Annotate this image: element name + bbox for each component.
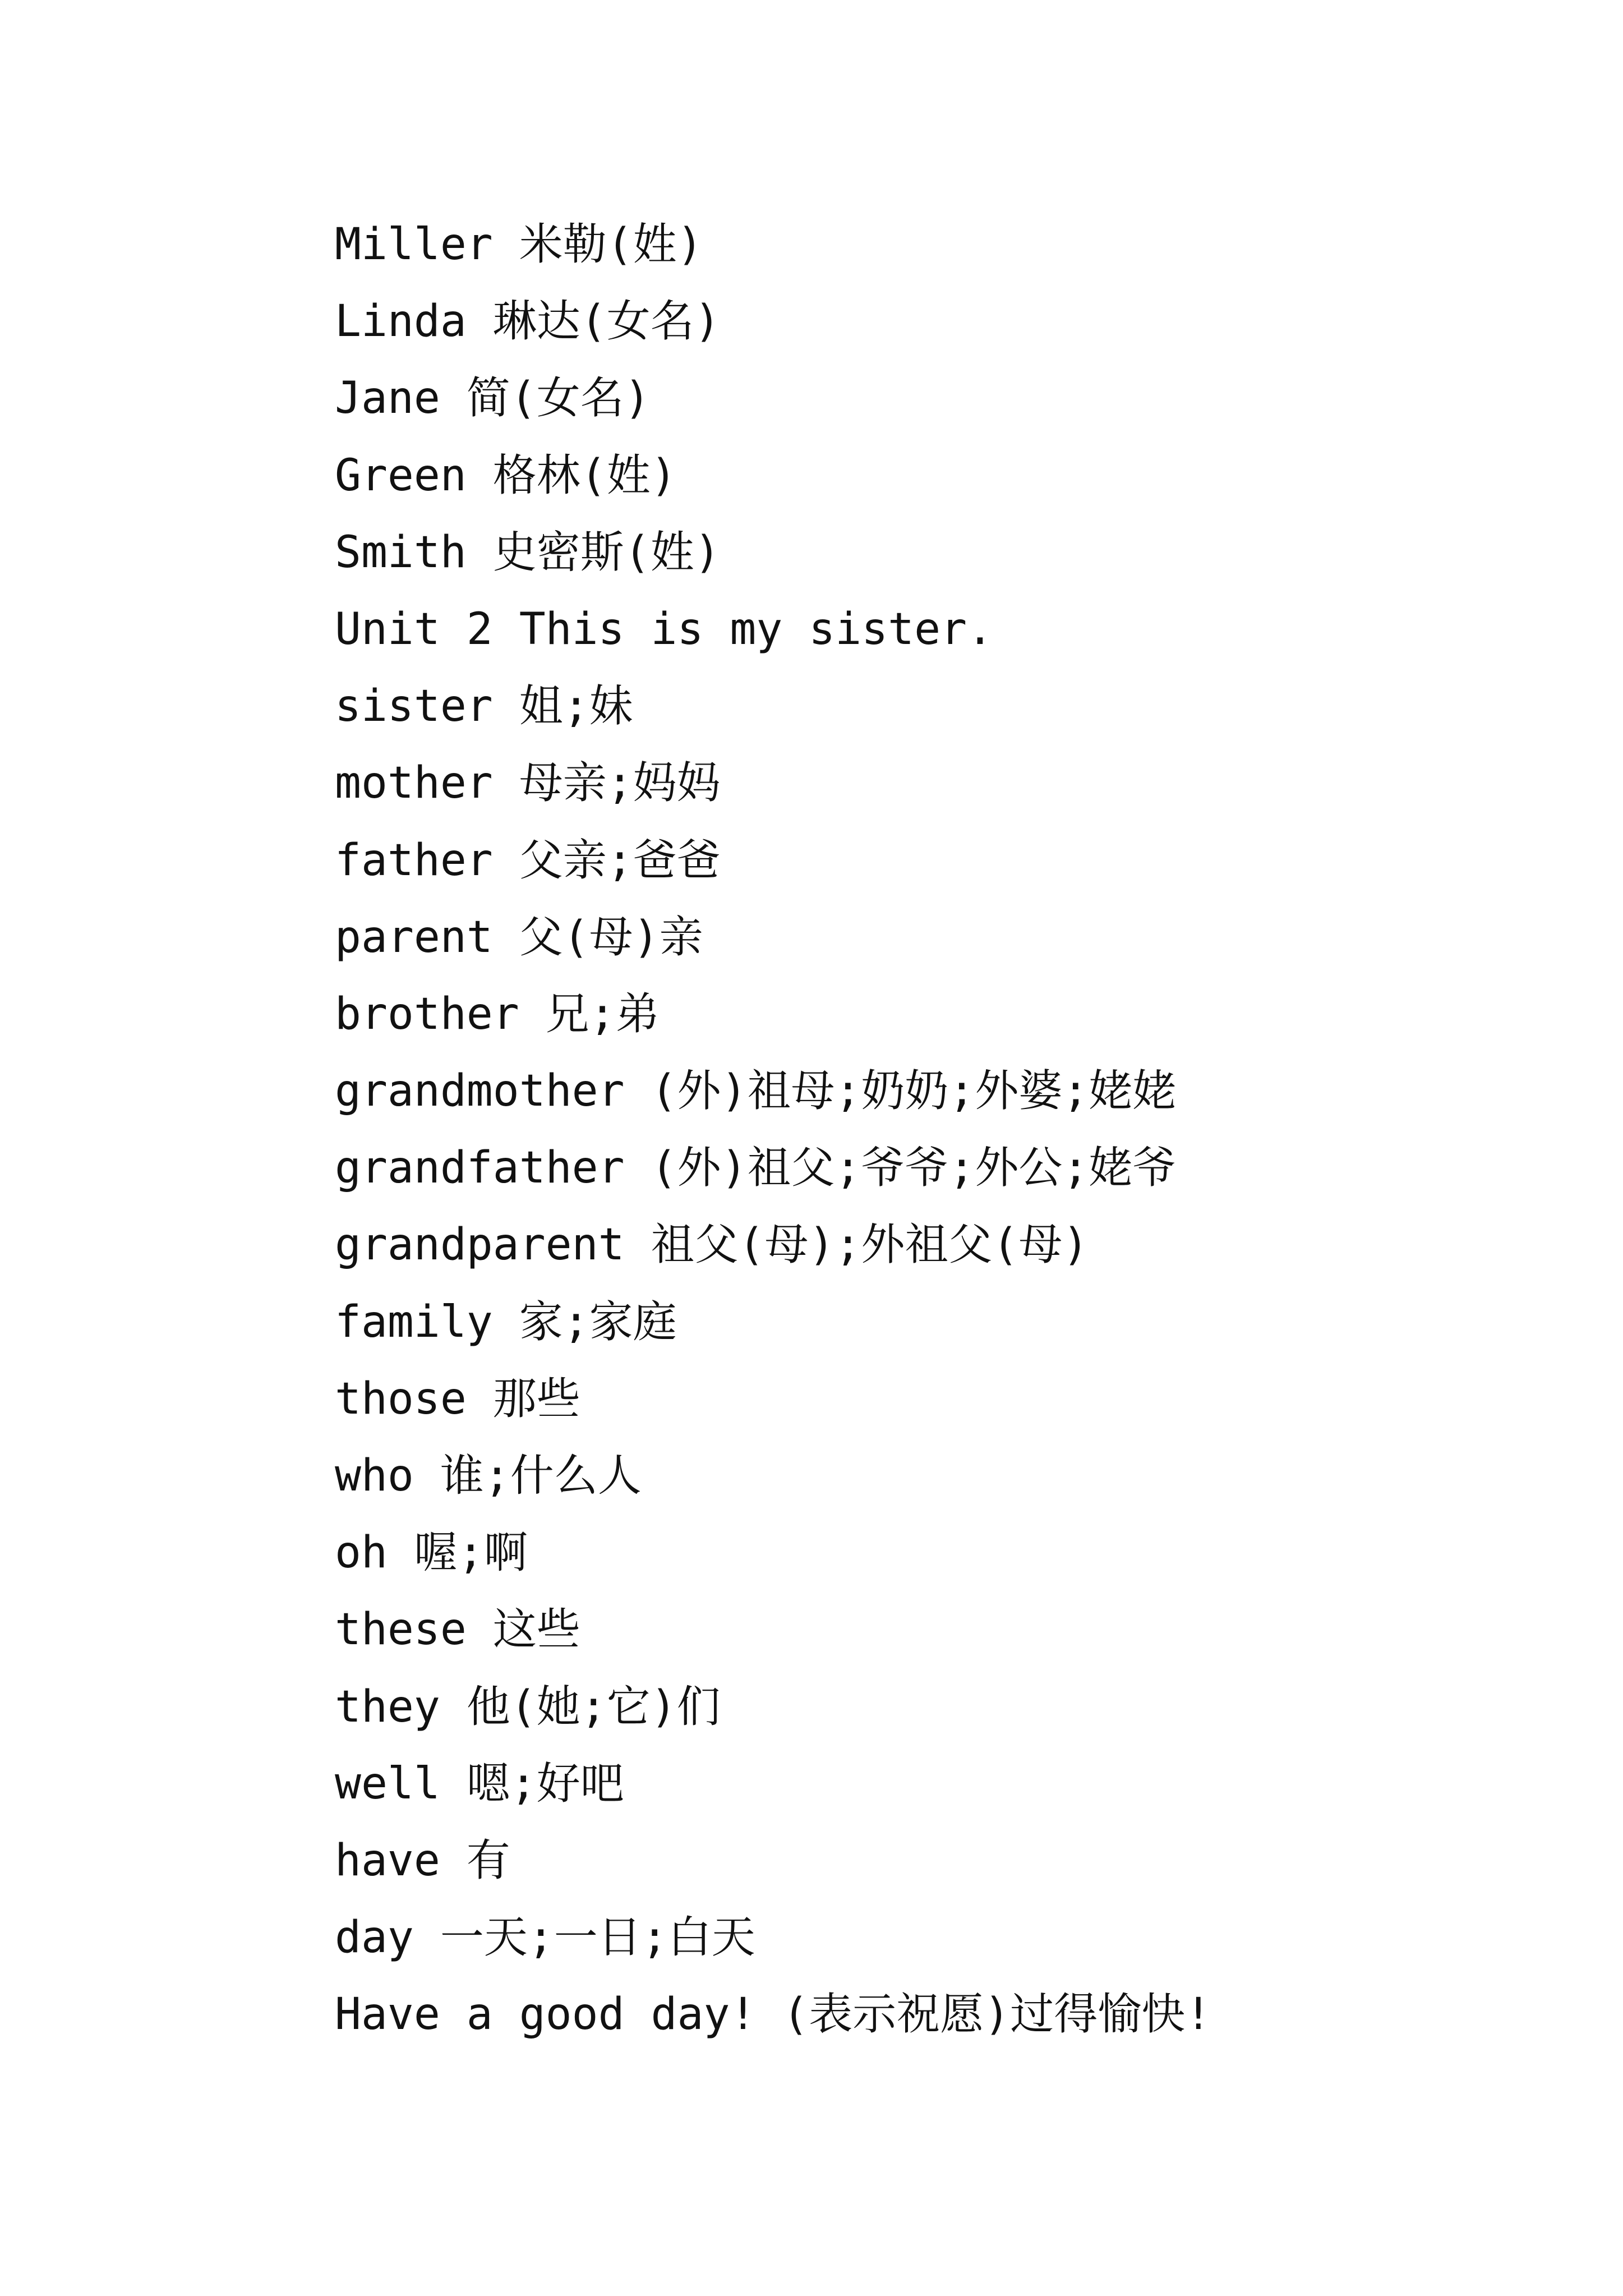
vocabulary-list (335, 218, 1513, 2065)
vocab-line: sister 姐;妹 (335, 681, 633, 732)
vocab-line: well 嗯;好吧 (335, 1758, 624, 1809)
vocab-line: brother 兄;弟 (335, 988, 660, 1039)
vocab-line: these 这些 (335, 1604, 580, 1655)
vocab-line: who 谁;什么人 (335, 1451, 642, 1501)
phrase-line: Have a good day! (表示祝愿)过得愉快! (335, 1989, 1212, 2040)
vocab-line: Linda 琳达(女名) (335, 296, 721, 347)
vocab-line: day 一天;一日;白天 (335, 1912, 755, 1963)
vocab-line: family 家;家庭 (335, 1296, 677, 1347)
vocab-line: those 那些 (335, 1373, 580, 1424)
vocab-line: grandparent 祖父(母);外祖父(母) (335, 1220, 1089, 1271)
vocab-line: father 父亲;爸爸 (335, 835, 721, 886)
vocab-line: Jane 简(女名) (335, 373, 651, 424)
vocab-line: grandfather (外)祖父;爷爷;外公;姥爷 (335, 1143, 1177, 1194)
vocab-line: mother 母亲;妈妈 (335, 758, 721, 809)
vocab-line: Miller 米勒(姓) (335, 219, 703, 270)
vocab-line: grandmother (外)祖母;奶奶;外婆;姥姥 (335, 1066, 1177, 1117)
vocab-line: Smith 史密斯(姓) (335, 527, 721, 578)
vocab-line: oh 喔;啊 (335, 1527, 528, 1579)
vocab-line: they 他(她;它)们 (335, 1681, 721, 1732)
unit-heading: Unit 2 This is my sister. (335, 604, 993, 655)
vocab-line: parent 父(母)亲 (335, 912, 703, 963)
vocab-line: have 有 (335, 1835, 510, 1886)
vocab-line: Green 格林(姓) (335, 450, 677, 501)
